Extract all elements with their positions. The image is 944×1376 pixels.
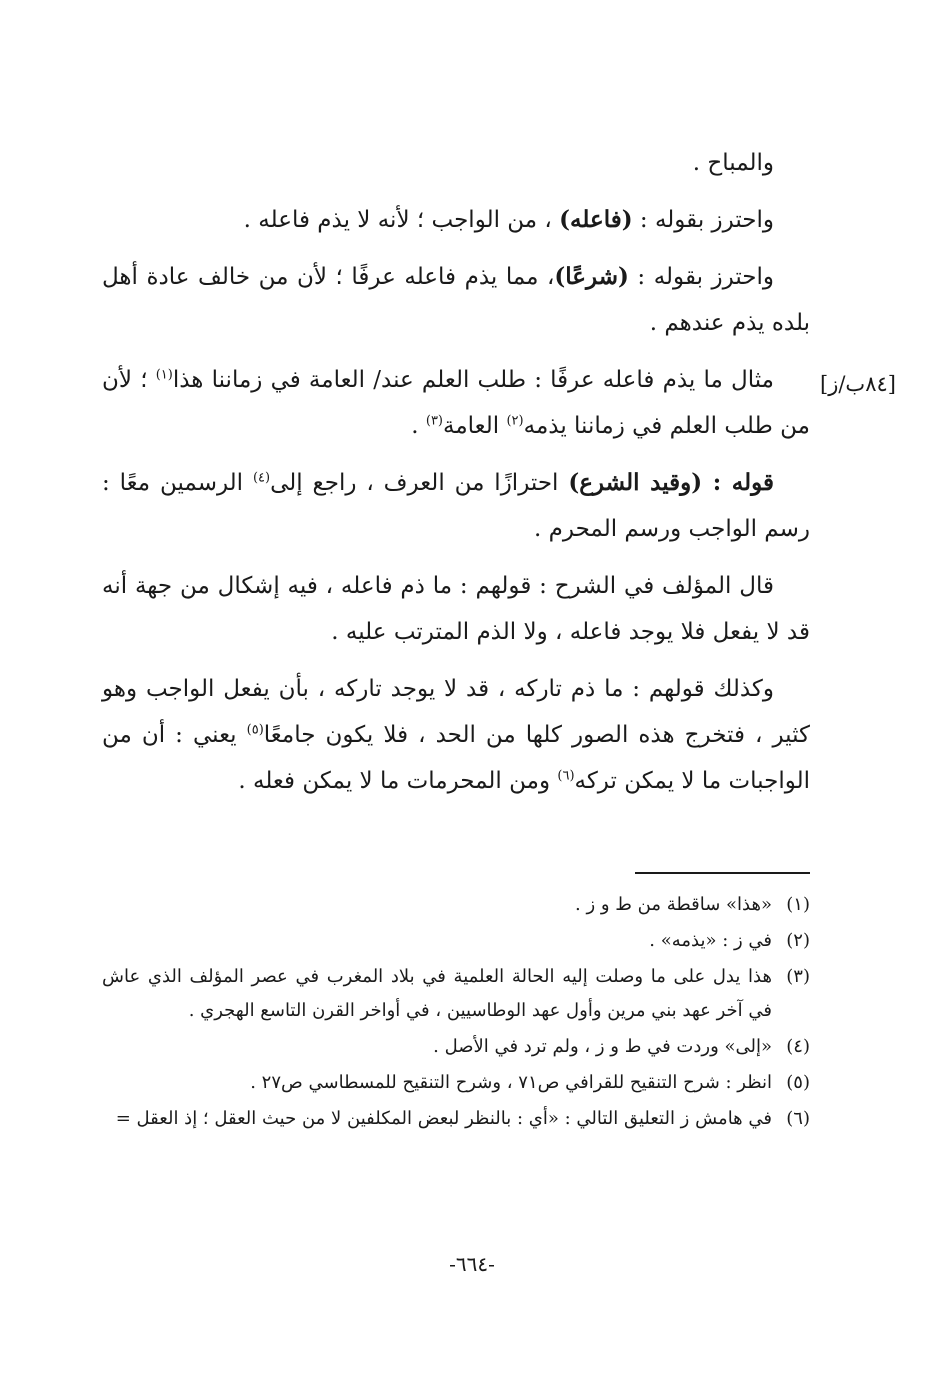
footnote-number: (٢) [786, 930, 810, 951]
main-text [102, 140, 810, 815]
footnote-number: (٥) [786, 1072, 810, 1093]
footnote-item [102, 888, 810, 922]
paragraph-4-text-end: . [411, 413, 426, 439]
footnote-ref-3[interactable]: (٣) [425, 413, 443, 429]
footnote-number: (٦) [786, 1108, 810, 1129]
paragraph-3-text-end: ، مما يذم فاعله عرفًا ؛ لأن من خالف عادة أهل بلده يذم عندهم . [102, 264, 810, 336]
qawluhu-label: قوله : [702, 469, 774, 496]
footnote-ref-5[interactable]: (٥) [246, 722, 264, 738]
paragraph-7-text: وكذلك قولهم : ما ذم تاركه ، قد لا يوجد تاركه ، بأن يفعل الواجب وهو كثير ، فتخرج هذه الصور كلها من الحد ، فلا يكون جامعًا [102, 676, 810, 748]
footnote-item [102, 1102, 810, 1136]
footnote-number: (١) [786, 894, 810, 915]
paragraph-7-text-mid: يعني : أن من الواجبات ما لا يمكن تركه [102, 722, 810, 794]
page-number: -٦٦٤- [449, 1252, 495, 1276]
footnote-text: في ز : «يذمه» . [649, 930, 772, 951]
footnote-ref-2[interactable]: (٢) [506, 413, 524, 429]
footnote-item [102, 1030, 810, 1064]
footnote-number: (٤) [786, 1036, 810, 1057]
paragraph-2-text: واحترز بقوله : [632, 207, 774, 233]
paragraph-4-text: مثال ما يذم فاعله عرفًا : طلب العلم عند/ العامة في زماننا هذا [172, 367, 774, 393]
footnotes [102, 888, 810, 1138]
footnote-text: في هامش ز التعليق التالي : «أي : بالنظر لبعض المكلفين لا من حيث العقل ؛ إذ العقل = [115, 1108, 772, 1129]
paragraph-3 [102, 254, 810, 346]
quoted-term-qayd: (وقيد الشرع) [568, 469, 703, 496]
paragraph-5-text: احترازًا من العرف ، راجع إلى [270, 470, 569, 496]
quoted-term-faeluh: (فاعله) [559, 206, 633, 233]
footnote-number: (٣) [786, 966, 810, 987]
paragraph-6 [102, 563, 810, 655]
footnote-ref-1[interactable]: (١) [155, 367, 173, 383]
footnote-ref-4[interactable]: (٤) [252, 470, 271, 486]
footnote-item [102, 960, 810, 1028]
paragraph-3-text: واحترز بقوله : [628, 264, 774, 290]
footnote-text: «إلى» وردت في ط و ز ، ولم ترد في الأصل . [433, 1036, 772, 1057]
quoted-term-sharan: (شرعًا) [554, 263, 629, 290]
paragraph-5 [102, 460, 810, 552]
paragraph-2 [102, 197, 810, 243]
paragraph-4 [102, 357, 810, 449]
footnote-text: «هذا» ساقطة من ط و ز . [575, 894, 772, 915]
footnote-separator [635, 872, 810, 874]
paragraph-1-text: والمباح . [692, 150, 774, 176]
footnote-text: انظر : شرح التنقيح للقرافي ص٧١ ، وشرح التنقيح للمسطاسي ص٢٧ . [250, 1072, 772, 1093]
paragraph-7 [102, 666, 810, 804]
footnote-text: هذا يدل على ما وصلت إليه الحالة العلمية في بلاد المغرب في عصر المؤلف الذي عاش في آخر عهد بني مرين وأول عهد الوطاسيين ، في أواخر القرن التاسع الهجري . [102, 966, 772, 1021]
paragraph-6-text: قال المؤلف في الشرح : قولهم : ما ذم فاعله ، فيه إشكال من جهة أنه قد لا يفعل فلا يوجد فاعله ، ولا الذم المترتب عليه . [102, 573, 810, 645]
paragraph-7-text-end: ومن المحرمات ما لا يمكن فعله . [238, 768, 558, 794]
footnote-item [102, 1066, 810, 1100]
paragraph-4-text-mid2: العامة [443, 413, 507, 439]
paragraph-2-text-end: ، من الواجب ؛ لأنه لا يذم فاعله . [243, 207, 560, 233]
paragraph-4-text-mid: ؛ لأن من طلب العلم في زماننا يذمه [102, 367, 810, 439]
paragraph-1 [102, 140, 810, 186]
paragraph-5-text-end: الرسمين معًا : رسم الواجب ورسم المحرم . [102, 470, 810, 542]
footnote-ref-6[interactable]: (٦) [557, 768, 575, 784]
footnote-item [102, 924, 810, 958]
manuscript-folio-note: [٨٤ب/ز] [820, 372, 896, 396]
